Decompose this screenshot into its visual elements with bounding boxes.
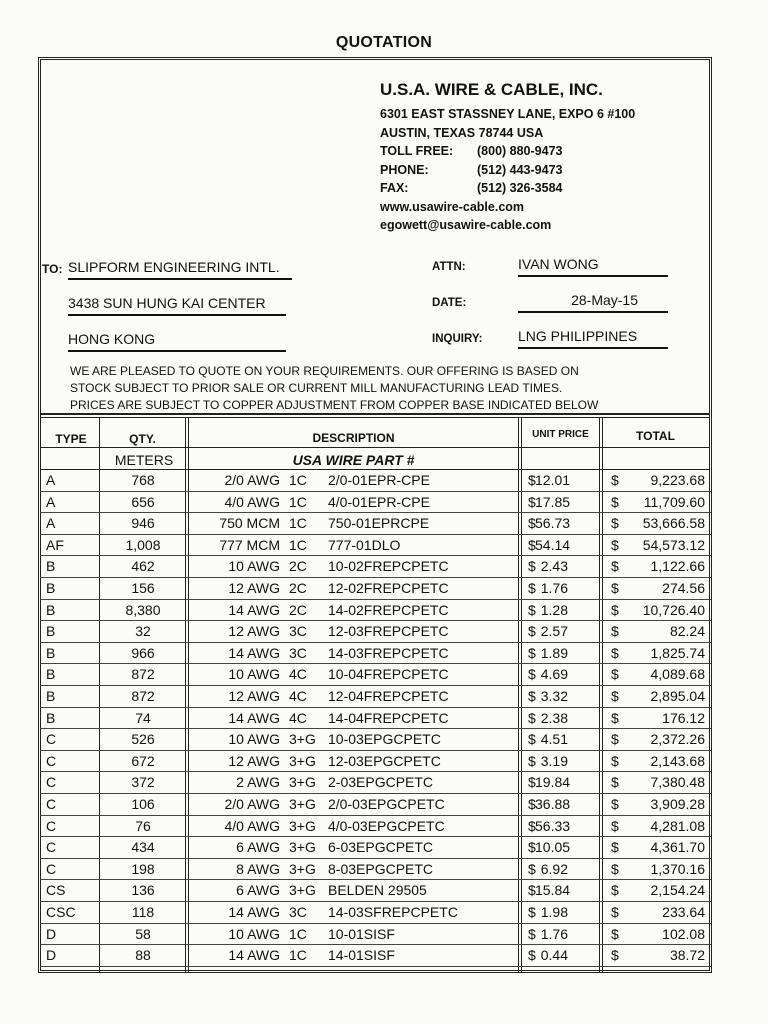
cell-qty: 434 xyxy=(131,839,155,856)
cell-type: D xyxy=(46,925,57,942)
terms-notice xyxy=(70,363,598,414)
cell-type: B xyxy=(46,580,56,596)
date-value: 28-May-15 xyxy=(518,292,668,313)
cell-type: B xyxy=(46,644,56,661)
cell-unit-price: 54.14 xyxy=(535,536,571,553)
cell-total-currency: $ xyxy=(611,601,619,618)
cell-total-currency: $ xyxy=(611,493,619,510)
cell-type: B xyxy=(46,666,56,683)
header-total: TOTAL xyxy=(636,429,675,443)
cell-unit-price: 1.98 xyxy=(540,904,568,920)
cell-qty: 1,008 xyxy=(125,536,161,553)
cell-part-number: 10-02FREPCPETC xyxy=(328,558,449,575)
company-name: U.S.A. WIRE & CABLE, INC. xyxy=(380,80,603,99)
cell-total-currency: $ xyxy=(611,731,619,748)
cell-type: B xyxy=(46,688,56,704)
cell-total-currency: $ xyxy=(611,623,619,640)
header-type: TYPE xyxy=(55,432,87,446)
cell-conductors: 3+G xyxy=(289,882,316,899)
cell-type: A xyxy=(46,472,56,488)
cell-total-currency: $ xyxy=(611,515,619,532)
table-row xyxy=(43,945,708,967)
cell-unit-currency: $ xyxy=(528,817,536,834)
cell-unit-currency: $ xyxy=(528,644,536,661)
cell-total: 2,143.68 xyxy=(650,752,705,769)
cell-size: 12 AWG xyxy=(228,688,280,704)
to-label: TO: xyxy=(42,262,63,276)
cell-conductors: 3+G xyxy=(289,817,316,834)
row-rule xyxy=(40,966,711,967)
cell-qty: 462 xyxy=(131,558,155,575)
cell-type: B xyxy=(46,558,56,575)
cell-qty: 946 xyxy=(131,515,155,532)
table-row xyxy=(43,837,708,859)
cell-part-number: 12-03EPGCPETC xyxy=(328,752,441,769)
cell-unit-currency: $ xyxy=(528,536,536,553)
inquiry-value: LNG PHILIPPINES xyxy=(518,328,668,349)
notice-line-3: PRICES ARE SUBJECT TO COPPER ADJUSTMENT FROM COPPER BASE INDICATED BELOW xyxy=(70,398,599,412)
cell-unit-currency: $ xyxy=(528,882,536,899)
cell-total-currency: $ xyxy=(611,860,619,877)
cell-conductors: 1C xyxy=(289,536,307,553)
toll-free-label: TOLL FREE: xyxy=(380,144,454,158)
cell-part-number: 10-01SISF xyxy=(328,925,395,942)
fax-number: (512) 326-3584 xyxy=(477,181,563,195)
cell-unit-price: 2.43 xyxy=(540,558,568,575)
cell-type: B xyxy=(46,601,56,618)
table-top-rule xyxy=(40,413,710,415)
cell-size: 6 AWG xyxy=(236,839,280,856)
company-address-1: 6301 EAST STASSNEY LANE, EXPO 6 #100 xyxy=(380,107,636,121)
header-rule xyxy=(40,447,710,448)
cell-unit-price: 56.33 xyxy=(535,817,571,834)
cell-conductors: 1C xyxy=(289,925,307,942)
cell-size: 10 AWG xyxy=(228,666,280,683)
cell-total-currency: $ xyxy=(611,558,619,575)
cell-unit-currency: $ xyxy=(528,774,536,791)
cell-part-number: 14-03SFREPCPETC xyxy=(328,904,458,920)
cell-unit-currency: $ xyxy=(528,515,536,532)
cell-size: 12 AWG xyxy=(228,752,280,769)
table-row xyxy=(43,492,708,514)
cell-size: 2/0 AWG xyxy=(224,472,280,488)
cell-qty: 118 xyxy=(131,904,155,920)
cell-unit-price: 2.57 xyxy=(540,623,568,640)
cell-size: 10 AWG xyxy=(228,558,280,575)
company-toll-free xyxy=(380,142,635,161)
cell-qty: 656 xyxy=(131,493,155,510)
cell-type: C xyxy=(46,774,57,791)
cell-unit-price: 4.69 xyxy=(540,666,568,683)
notice-line-1: WE ARE PLEASED TO QUOTE ON YOUR REQUIREMENTS. OUR OFFERING IS BASED ON xyxy=(70,364,579,378)
cell-unit-currency: $ xyxy=(528,796,536,812)
cell-type: C xyxy=(46,796,57,812)
cell-conductors: 3C xyxy=(289,904,307,920)
cell-size: 10 AWG xyxy=(228,731,280,748)
cell-total: 3,909.28 xyxy=(650,796,705,812)
company-email: egowett@usawire-cable.com xyxy=(380,218,552,232)
cell-total: 4,089.68 xyxy=(650,666,705,683)
cell-total: 38.72 xyxy=(669,947,705,964)
cell-conductors: 3+G xyxy=(289,731,316,748)
cell-unit-price: 36.88 xyxy=(535,796,571,812)
cell-total: 82.24 xyxy=(669,623,705,640)
cell-total: 4,281.08 xyxy=(650,817,705,834)
table-top-rule-2 xyxy=(40,417,710,418)
cell-conductors: 1C xyxy=(289,493,307,510)
cell-part-number: 12-03FREPCPETC xyxy=(328,623,449,640)
cell-unit-currency: $ xyxy=(528,666,536,683)
cell-unit-currency: $ xyxy=(528,709,536,726)
cell-unit-price: 19.84 xyxy=(535,774,571,791)
cell-part-number: 10-03EPGCPETC xyxy=(328,731,441,748)
cell-qty: 372 xyxy=(131,774,155,791)
cell-qty: 136 xyxy=(131,882,155,899)
table-row xyxy=(43,859,708,881)
cell-size: 14 AWG xyxy=(228,904,280,920)
cell-unit-currency: $ xyxy=(528,493,536,510)
table-row xyxy=(43,902,708,924)
cell-conductors: 1C xyxy=(289,947,307,964)
cell-total: 9,223.68 xyxy=(650,472,705,488)
cell-unit-price: 0.44 xyxy=(540,947,568,964)
cell-part-number: 6-03EPGCPETC xyxy=(328,839,434,856)
cell-unit-currency: $ xyxy=(528,904,536,920)
company-address-2: AUSTIN, TEXAS 78744 USA xyxy=(380,125,544,140)
cell-conductors: 3C xyxy=(289,644,307,661)
cell-total: 2,372.26 xyxy=(650,731,705,748)
cell-qty: 966 xyxy=(131,644,155,661)
cell-unit-currency: $ xyxy=(528,688,536,704)
cell-total-currency: $ xyxy=(611,580,619,596)
cell-unit-currency: $ xyxy=(528,947,536,964)
cell-conductors: 3+G xyxy=(289,796,316,812)
attn-value: IVAN WONG xyxy=(518,256,668,277)
table-row xyxy=(43,924,708,946)
cell-total: 2,154.24 xyxy=(650,882,705,899)
cell-conductors: 3+G xyxy=(289,774,316,791)
cell-total-currency: $ xyxy=(611,839,619,856)
cell-total-currency: $ xyxy=(611,904,619,920)
cell-unit-currency: $ xyxy=(528,580,536,596)
table-row xyxy=(43,880,708,902)
cell-qty: 872 xyxy=(131,666,155,683)
date-label: DATE: xyxy=(432,297,467,309)
company-header xyxy=(380,80,635,235)
cell-total-currency: $ xyxy=(611,882,619,899)
table-row xyxy=(43,578,708,600)
cell-unit-price: 1.76 xyxy=(540,925,568,942)
cell-unit-currency: $ xyxy=(528,731,536,748)
table-row xyxy=(43,664,708,686)
company-phone xyxy=(380,161,635,180)
cell-conductors: 4C xyxy=(289,709,307,726)
phone-number: (512) 443-9473 xyxy=(477,162,563,177)
cell-part-number: 2-03EPGCPETC xyxy=(328,774,434,791)
cell-unit-currency: $ xyxy=(528,752,536,769)
cell-total: 102.08 xyxy=(662,925,705,942)
cell-unit-price: 1.89 xyxy=(540,644,568,661)
cell-unit-currency: $ xyxy=(528,472,536,488)
table-row xyxy=(43,794,708,816)
cell-size: 14 AWG xyxy=(228,644,280,661)
cell-total: 1,370.16 xyxy=(650,860,705,877)
cell-total-currency: $ xyxy=(611,817,619,834)
cell-part-number: 4/0-01EPR-CPE xyxy=(328,493,430,510)
cell-unit-price: 15.84 xyxy=(535,882,571,899)
cell-qty: 32 xyxy=(135,623,151,640)
cell-size: 777 MCM xyxy=(219,536,280,553)
header-description: DESCRIPTION xyxy=(312,431,395,445)
cell-total: 53,666.58 xyxy=(642,515,705,532)
cell-part-number: 4/0-03EPGCPETC xyxy=(328,817,445,834)
cell-total-currency: $ xyxy=(611,752,619,769)
cell-total: 2,895.04 xyxy=(650,688,705,704)
cell-total: 7,380.48 xyxy=(650,774,705,791)
cell-total: 274.56 xyxy=(662,580,705,596)
table-row xyxy=(43,621,708,643)
cell-total-currency: $ xyxy=(611,688,619,704)
notice-line-2: STOCK SUBJECT TO PRIOR SALE OR CURRENT MILL MANUFACTURING LEAD TIMES. xyxy=(70,381,563,395)
cell-unit-price: 1.28 xyxy=(540,601,568,618)
cell-conductors: 4C xyxy=(289,688,307,704)
cell-unit-price: 3.19 xyxy=(540,752,568,769)
cell-qty: 872 xyxy=(131,688,155,704)
cell-unit-currency: $ xyxy=(528,925,536,942)
cell-type: C xyxy=(46,860,57,877)
company-fax xyxy=(380,179,635,198)
cell-size: 4/0 AWG xyxy=(224,817,280,834)
cell-type: A xyxy=(46,493,56,510)
table-row xyxy=(43,513,708,535)
cell-total-currency: $ xyxy=(611,709,619,726)
cell-part-number: 14-03FREPCPETC xyxy=(328,644,449,661)
cell-size: 8 AWG xyxy=(236,860,280,877)
cell-qty: 8,380 xyxy=(125,601,161,618)
cell-conductors: 3+G xyxy=(289,839,316,856)
cell-total-currency: $ xyxy=(611,947,619,964)
cell-size: 750 MCM xyxy=(219,515,280,532)
cell-conductors: 1C xyxy=(289,515,307,532)
cell-size: 2/0 AWG xyxy=(224,796,280,812)
toll-free-number: (800) 880-9473 xyxy=(477,144,563,158)
cell-type: C xyxy=(46,817,57,834)
cell-conductors: 3+G xyxy=(289,752,316,769)
cell-total: 54,573.12 xyxy=(642,536,705,553)
cell-unit-currency: $ xyxy=(528,839,536,856)
phone-label: PHONE: xyxy=(380,162,429,177)
cell-part-number: 8-03EPGCPETC xyxy=(328,860,434,877)
cell-type: CS xyxy=(46,882,66,899)
company-website: www.usawire-cable.com xyxy=(380,199,525,214)
cell-size: 2 AWG xyxy=(236,774,280,791)
table-row xyxy=(43,643,708,665)
table-row xyxy=(43,708,708,730)
cell-qty: 58 xyxy=(135,925,151,942)
cell-total: 1,825.74 xyxy=(650,644,705,661)
cell-qty: 672 xyxy=(131,752,155,769)
cell-unit-price: 56.73 xyxy=(535,515,571,532)
cell-part-number: 14-04FREPCPETC xyxy=(328,709,449,726)
cell-size: 10 AWG xyxy=(228,925,280,942)
table-row xyxy=(43,556,708,578)
table-row xyxy=(43,600,708,622)
subheader-part: USA WIRE PART # xyxy=(292,452,415,468)
cell-part-number: 777-01DLO xyxy=(328,536,401,553)
document-title: QUOTATION xyxy=(335,34,433,51)
header-qty: QTY. xyxy=(129,432,156,446)
cell-qty: 768 xyxy=(131,472,155,488)
cell-qty: 526 xyxy=(131,731,155,748)
cell-total: 4,361.70 xyxy=(650,839,705,856)
cell-conductors: 4C xyxy=(289,666,307,683)
recipient-address: 3438 SUN HUNG KAI CENTER xyxy=(68,295,286,316)
header-unit-price: UNIT PRICE xyxy=(532,429,589,440)
cell-total-currency: $ xyxy=(611,536,619,553)
fax-label: FAX: xyxy=(380,181,409,195)
cell-size: 4/0 AWG xyxy=(224,493,280,510)
cell-size: 12 AWG xyxy=(228,580,280,596)
cell-total-currency: $ xyxy=(611,666,619,683)
cell-qty: 76 xyxy=(135,817,151,834)
cell-part-number: 14-01SISF xyxy=(328,947,395,964)
cell-type: C xyxy=(46,839,57,856)
cell-type: CSC xyxy=(46,904,76,920)
cell-unit-currency: $ xyxy=(528,860,536,877)
cell-unit-price: 10.05 xyxy=(535,839,571,856)
cell-size: 14 AWG xyxy=(228,709,280,726)
cell-total-currency: $ xyxy=(611,796,619,812)
cell-qty: 156 xyxy=(131,580,155,596)
subheader-meters: METERS xyxy=(114,452,174,468)
attn-label: ATTN: xyxy=(432,261,466,273)
cell-size: 6 AWG xyxy=(236,882,280,899)
cell-type: B xyxy=(46,623,56,640)
cell-conductors: 3C xyxy=(289,623,307,640)
cell-type: AF xyxy=(46,536,64,553)
cell-unit-currency: $ xyxy=(528,601,536,618)
inquiry-label: INQUIRY: xyxy=(432,333,483,345)
cell-type: C xyxy=(46,731,57,748)
cell-unit-price: 12.01 xyxy=(535,472,571,488)
cell-unit-currency: $ xyxy=(528,623,536,640)
recipient-name: SLIPFORM ENGINEERING INTL. xyxy=(68,259,292,280)
cell-part-number: 12-02FREPCPETC xyxy=(328,580,449,596)
cell-qty: 198 xyxy=(131,860,155,877)
cell-part-number: 2/0-03EPGCPETC xyxy=(328,796,445,812)
cell-total: 10,726.40 xyxy=(642,601,705,618)
table-row xyxy=(43,816,708,838)
cell-conductors: 1C xyxy=(289,472,307,488)
cell-part-number: 14-02FREPCPETC xyxy=(328,601,449,618)
cell-unit-price: 2.38 xyxy=(540,709,568,726)
table-row xyxy=(43,535,708,557)
cell-conductors: 2C xyxy=(289,558,307,575)
cell-conductors: 2C xyxy=(289,580,307,596)
cell-qty: 88 xyxy=(135,947,151,964)
cell-total: 176.12 xyxy=(662,709,705,726)
cell-total: 1,122.66 xyxy=(650,558,705,575)
cell-unit-price: 1.76 xyxy=(540,580,568,596)
table-row xyxy=(43,686,708,708)
cell-type: D xyxy=(46,947,57,964)
cell-unit-price: 17.85 xyxy=(535,493,571,510)
cell-total-currency: $ xyxy=(611,644,619,661)
cell-size: 14 AWG xyxy=(228,947,280,964)
cell-part-number: 10-04FREPCPETC xyxy=(328,666,449,683)
cell-part-number: 2/0-01EPR-CPE xyxy=(328,472,430,488)
table-row xyxy=(43,751,708,773)
table-row xyxy=(43,729,708,751)
cell-size: 14 AWG xyxy=(228,601,280,618)
cell-unit-price: 3.32 xyxy=(540,688,568,704)
cell-size: 12 AWG xyxy=(228,623,280,640)
table-row xyxy=(43,772,708,794)
cell-part-number: 750-01EPRCPE xyxy=(328,515,430,532)
cell-conductors: 3+G xyxy=(289,860,316,877)
cell-type: A xyxy=(46,515,56,532)
cell-total-currency: $ xyxy=(611,472,619,488)
cell-total-currency: $ xyxy=(611,774,619,791)
cell-total: 11,709.60 xyxy=(643,493,705,510)
cell-unit-price: 4.51 xyxy=(540,731,568,748)
cell-type: B xyxy=(46,709,56,726)
cell-qty: 74 xyxy=(135,709,151,726)
cell-part-number: BELDEN 29505 xyxy=(328,882,427,899)
cell-part-number: 12-04FREPCPETC xyxy=(328,688,449,704)
cell-total: 233.64 xyxy=(662,904,705,920)
cell-conductors: 2C xyxy=(289,601,307,618)
cell-qty: 106 xyxy=(131,796,155,812)
cell-unit-price: 6.92 xyxy=(540,860,568,877)
cell-total-currency: $ xyxy=(611,925,619,942)
cell-unit-currency: $ xyxy=(528,558,536,575)
table-row xyxy=(43,470,708,492)
cell-type: C xyxy=(46,752,57,769)
recipient-city: HONG KONG xyxy=(68,331,286,352)
